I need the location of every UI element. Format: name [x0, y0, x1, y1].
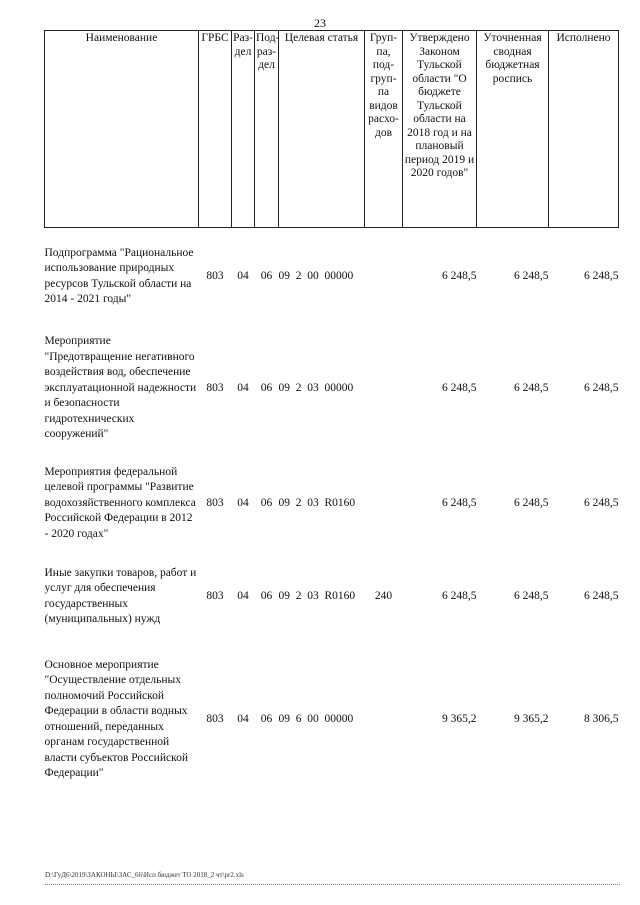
row-grbs: 803 [206, 381, 224, 394]
row-target: 09 2 03 R0160 [278, 589, 356, 602]
row-section: 04 [237, 496, 249, 509]
row-refined: 6 248,5 [514, 589, 549, 602]
page-number: 23 [314, 16, 326, 30]
row-grbs: 803 [206, 712, 224, 725]
header-subsection: Под-раз-дел [255, 31, 279, 228]
row-approved: 6 248,5 [442, 496, 477, 509]
header-target: Целевая статья [279, 31, 365, 228]
footer-divider [45, 884, 620, 885]
row-grbs: 803 [206, 589, 224, 602]
row-group [365, 328, 403, 450]
row-executed: 6 248,5 [584, 496, 619, 509]
row-name: Иные закупки товаров, работ и услуг для обеспечения государственных (муниципальных) нужд [44, 566, 197, 625]
row-refined: 6 248,5 [514, 496, 549, 509]
row-group [365, 450, 403, 558]
budget-table [44, 30, 619, 796]
row-section: 04 [237, 712, 249, 725]
file-path-footer: D:\ГуД6\2019\ЗАКОНЫ\ЗАС_66\Исп бюджет ТО 2018_2 чт\pr2.xls [45, 871, 244, 879]
table-row [45, 238, 619, 316]
row-subsection: 06 [260, 269, 273, 282]
row-approved: 9 365,2 [442, 712, 477, 725]
table-header-row [45, 31, 619, 228]
header-approved: Утверждено Законом Тульской области "О бюджете Тульской области на 2018 год и на плановый период 2019 и 2020 годов" [403, 31, 477, 228]
row-grbs: 803 [206, 496, 224, 509]
row-name: Мероприятия федеральной целевой программы "Развитие водохозяйственного комплекса Российской Федерации в 2012 - 2020 годах" [44, 465, 196, 540]
row-group [365, 238, 403, 316]
row-approved: 6 248,5 [442, 269, 477, 282]
row-target: 09 6 00 00000 [278, 712, 354, 725]
header-section: Раз-дел [232, 31, 255, 228]
row-target: 09 2 00 00000 [278, 269, 354, 282]
header-executed: Исполнено [549, 31, 619, 228]
table-row [45, 450, 619, 558]
row-executed: 6 248,5 [584, 589, 619, 602]
header-grbs: ГРБС [199, 31, 232, 228]
row-section: 04 [237, 269, 249, 282]
header-group: Груп-па, под-груп-па видов расхо-дов [365, 31, 403, 228]
row-grbs: 803 [206, 269, 224, 282]
row-section: 04 [237, 381, 249, 394]
row-target: 09 2 03 R0160 [278, 496, 356, 509]
header-name: Наименование [45, 31, 199, 228]
row-refined: 9 365,2 [514, 712, 549, 725]
row-subsection: 06 [260, 712, 273, 725]
row-name: Мероприятие "Предотвращение негативного воздействия вод, обеспечение эксплуатационной надежности и безопасности гидротехнических сооружений" [44, 335, 197, 441]
row-subsection: 06 [260, 589, 273, 602]
row-approved: 6 248,5 [442, 381, 477, 394]
row-group: 240 [374, 589, 393, 602]
row-refined: 6 248,5 [514, 269, 549, 282]
row-subsection: 06 [260, 381, 273, 394]
header-refined: Уточненная сводная бюджетная роспись [477, 31, 549, 228]
row-subsection: 06 [260, 496, 273, 509]
row-group [365, 644, 403, 796]
row-executed: 6 248,5 [584, 269, 619, 282]
row-executed: 6 248,5 [584, 381, 619, 394]
row-executed: 8 306,5 [584, 712, 619, 725]
row-section: 04 [237, 589, 249, 602]
table-row [45, 328, 619, 450]
row-name: Основное мероприятие "Осуществление отдельных полномочий Российской Федерации в области водных отношений, переданных органам государственной власти субъектов Российской Федерации" [44, 658, 188, 779]
row-name: Подпрограмма "Рациональное использование природных ресурсов Тульской области на 2014 - 2021 годы" [44, 246, 194, 305]
row-approved: 6 248,5 [442, 589, 477, 602]
row-refined: 6 248,5 [514, 381, 549, 394]
table-row [45, 644, 619, 796]
table-row [45, 558, 619, 636]
row-target: 09 2 03 00000 [278, 381, 354, 394]
